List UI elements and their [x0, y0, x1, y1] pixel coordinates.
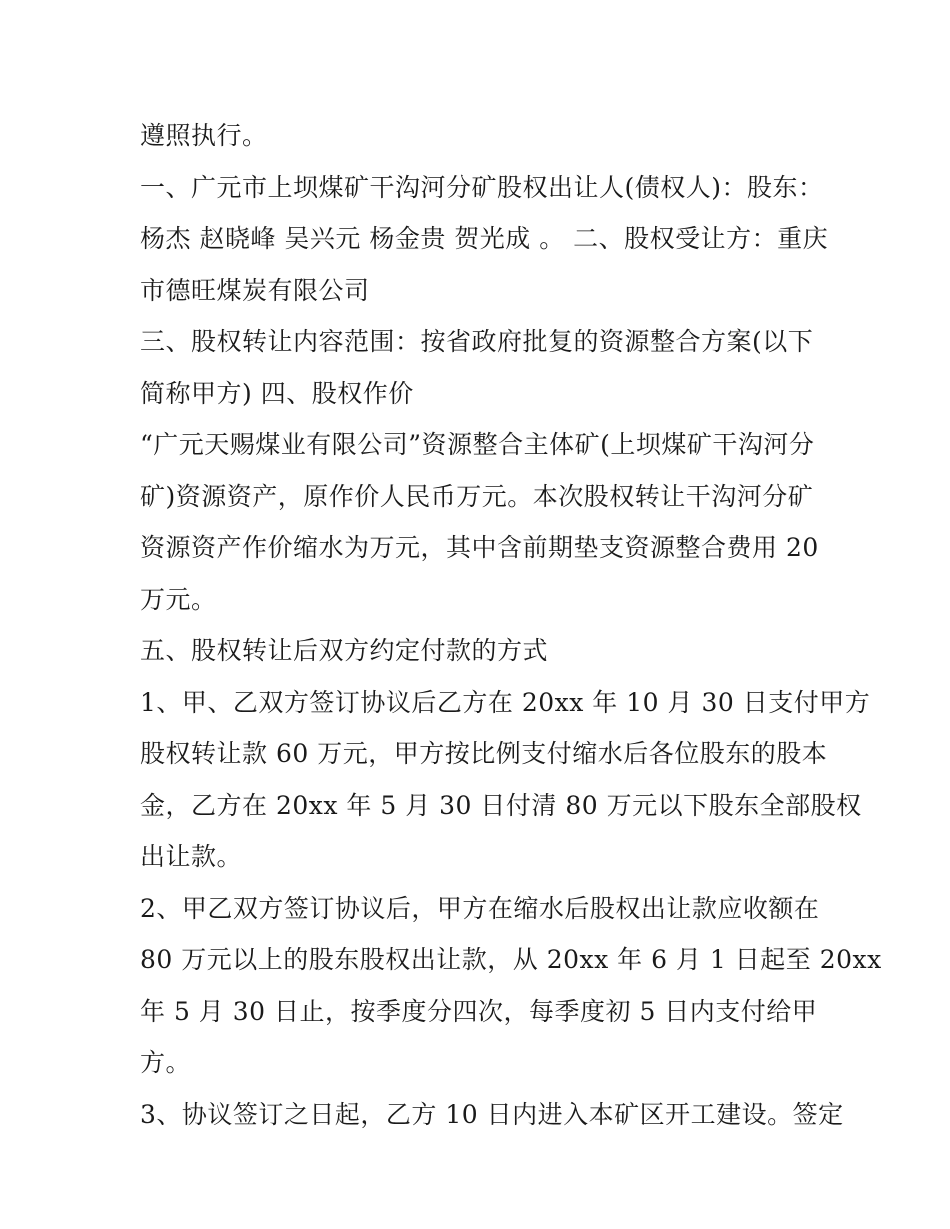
text-line: 矿)资源资产，原作价人民币万元。本次股权转让干沟河分矿 — [140, 481, 814, 511]
text-line: 资源资产作价缩水为万元，其中含前期垫支资源整合费用 20 — [140, 533, 819, 562]
text-line: 杨杰 赵晓峰 吴兴元 杨金贵 贺光成 。 二、股权受让方：重庆 — [140, 224, 829, 253]
text-line: “广元天赐煤业有限公司”资源整合主体矿(上坝煤矿干沟河分 — [140, 430, 815, 459]
text-line: 简称甲方) 四、股权作价 — [140, 378, 414, 408]
document-body — [140, 110, 882, 1140]
text-line: 遵照执行。 — [140, 121, 268, 150]
text-line: 1、甲、乙双方签订协议后乙方在 20xx 年 10 月 30 日支付甲方 — [140, 687, 871, 717]
text-line: 五、股权转让后双方约定付款的方式 — [140, 636, 549, 665]
text-line: 3、协议签订之日起，乙方 10 日内进入本矿区开工建设。签定 — [140, 1099, 844, 1129]
text-line: 出让款。 — [140, 842, 243, 871]
text-line: 方。 — [140, 1048, 192, 1077]
text-line: 金，乙方在 20xx 年 5 月 30 日付清 80 万元以下股东全部股权 — [140, 790, 862, 820]
text-line: 股权转让款 60 万元，甲方按比例支付缩水后各位股东的股本 — [140, 739, 828, 768]
text-line: 万元。 — [140, 584, 217, 614]
text-line: 一、广元市上坝煤矿干沟河分矿股权出让人(债权人)：股东： — [140, 172, 824, 202]
text-line: 80 万元以上的股东股权出让款，从 20xx 年 6 月 1 日起至 20xx — [140, 945, 882, 974]
text-line: 三、股权转让内容范围：按省政府批复的资源整合方案(以下 — [140, 327, 814, 356]
text-line: 年 5 月 30 日止，按季度分四次，每季度初 5 日内支付给甲 — [140, 996, 818, 1026]
text-line: 2、甲乙双方签订协议后，甲方在缩水后股权出让款应收额在 — [140, 893, 820, 923]
text-line: 市德旺煤炭有限公司 — [140, 275, 370, 305]
